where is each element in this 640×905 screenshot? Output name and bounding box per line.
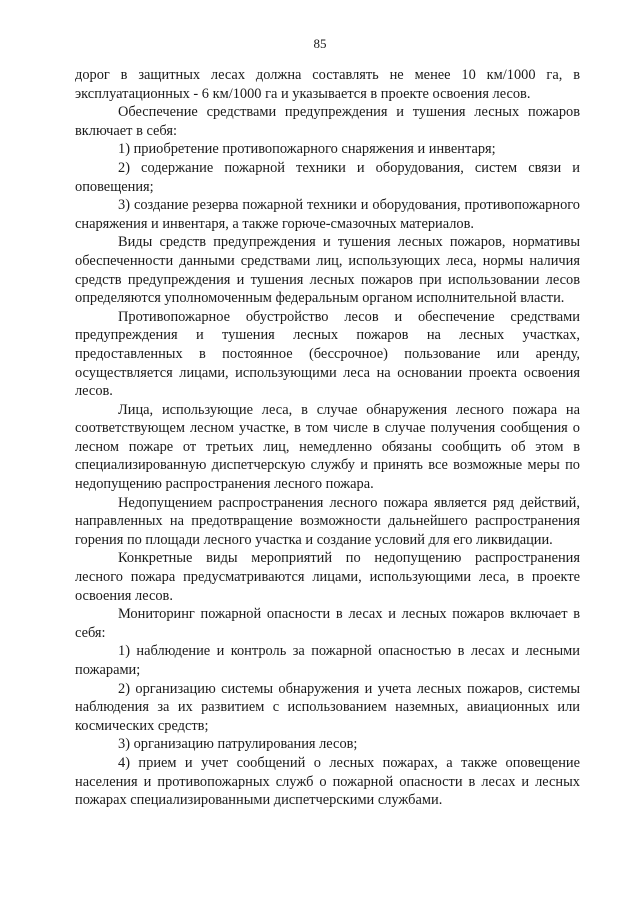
list-item: 1) наблюдение и контроль за пожарной опасностью в лесах и лесными пожарами; <box>75 643 580 678</box>
list-item: 4) прием и учет сообщений о лесных пожарах, а также оповещение населения и противопожарных служб о пожарной опасности в лесах и лесных пожарах специализированными диспетчерскими службами. <box>75 754 580 809</box>
paragraph: Конкретные виды мероприятий по недопущению распространения лесного пожара предусматриваются лицами, использующими леса, в проекте освоения лесов. <box>75 550 580 604</box>
paragraph: Недопущением распространения лесного пожара является ряд действий, направленных на предотвращение возможности дальнейшего распространения горения по площади лесного участка и создание условий для его ликвидации. <box>75 494 580 548</box>
paragraph: Виды средств предупреждения и тушения лесных пожаров, нормативы обеспеченности данными средствами лиц, использующих леса, нормы наличия средств предупреждения и тушения лесных пожаров при использовании лесов определяются уполномоченным федеральным органом исполнительной власти. <box>75 234 580 307</box>
paragraph: дорог в защитных лесах должна составлять не менее 10 км/1000 га, в эксплуатационных - 6 км/1000 га и указывается в проекте освоения лесов. <box>75 67 580 102</box>
paragraph: Лица, использующие леса, в случае обнаружения лесного пожара на соответствующем лесном участке, в том числе в случае получения сообщения о лесном пожаре от третьих лиц, немедленно обязаны сообщить об этом в специализированную диспетчерскую службу и принять все возможные меры по недопущению распространения лесного пожара. <box>75 401 580 493</box>
list-item: 2) содержание пожарной техники и оборудования, систем связи и оповещения; <box>75 159 580 195</box>
paragraph: Противопожарное обустройство лесов и обеспечение средствами предупреждения и тушения лесных пожаров на лесных участках, предоставленных в постоянное (бессрочное) пользование или аренду, осуществляется лицами, использующими леса на основании проекта освоения лесов. <box>75 308 580 400</box>
list-item: 3) организацию патрулирования лесов; <box>118 736 358 753</box>
list-item: 1) приобретение противопожарного снаряжения и инвентаря; <box>118 141 496 158</box>
paragraph: Мониторинг пожарной опасности в лесах и лесных пожаров включает в себя: <box>75 606 580 641</box>
page-number: 85 <box>313 36 327 51</box>
list-item: 2) организацию системы обнаружения и учета лесных пожаров, системы наблюдения за их развитием с использованием наземных, авиационных или космических средств; <box>75 680 580 734</box>
list-item: 3) создание резерва пожарной техники и оборудования, противопожарного снаряжения и инвентаря, а также горюче-смазочных материалов. <box>75 197 580 232</box>
body-text <box>75 66 580 810</box>
paragraph: Обеспечение средствами предупреждения и тушения лесных пожаров включает в себя: <box>75 104 580 139</box>
